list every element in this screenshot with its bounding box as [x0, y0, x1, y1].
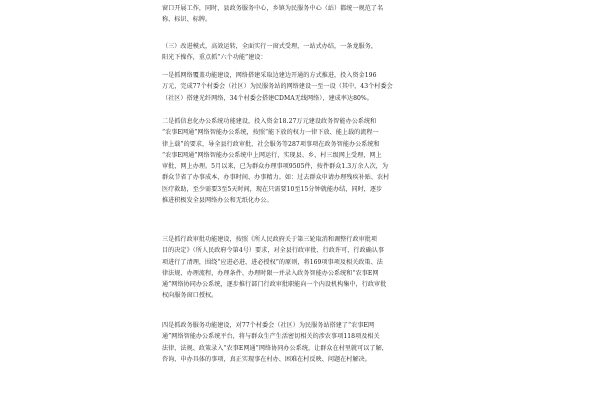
text-line: 群众节省了办事成本，办事时间、办事精力。如：过去群众申请办理残疾补贴、农村 — [162, 174, 390, 182]
text-line: 万元，完成77个村委会（社区）为民服务站的网络建设一至一设（其中，43个村委会 — [162, 83, 393, 91]
text-line: 阳光下操作，重点抓“六个功能”建设： — [162, 54, 267, 62]
text-line: （三）改进模式，高效运转，全面实行一窗式受理，一站式办结，一条龙服务， — [162, 43, 378, 50]
paragraph-administrative-approval — [162, 234, 442, 302]
text-line: 通”网络协同办公系统，逐步推行部门行政审批职能向一个内设机构集中，行政审批 — [162, 281, 387, 289]
text-line: 三是抓行政审批功能建设，按照《所人民政府关于第三轮取消和调整行政审批项 — [162, 236, 378, 243]
text-line: 窗口开展工作，同时，县政务服务中心，乡镇为民服务中心（站）都统一规范了名 — [162, 5, 384, 12]
paragraph-section-three-heading — [162, 41, 442, 64]
text-line: 律法规、办理流程、办理条件、办理时限一并录入政务智能办公系统和“农事E网 — [162, 269, 379, 277]
text-line: （社区）搭建光纤网络，34个村委会搭建CDMA无线网络），建成率达80%。 — [162, 94, 373, 102]
paragraph-government-services — [162, 320, 442, 365]
text-line: “农事E网通”网络智能办公系统中上网运行，实现县、乡、村三级网上受理，网上 — [162, 151, 382, 159]
text-line: 一是抓网络覆盖功能建设，网络搭建采取边建边开通的方式推进，投入资金196 — [162, 72, 377, 79]
paragraph-service-center-naming — [162, 3, 442, 26]
text-line: 法律、法规、政策录入“农事E网通”网络协同办公系统，让群众在村里就可以了解， — [162, 344, 388, 352]
text-line: 审批、网上办理。5月以来，已为群众办理事项9505件，按件群众1.3万余人次，为 — [162, 163, 389, 171]
text-line: 咨询、申办具体的事项，真正实现事在村办、困难在村反映、问题在村解决。 — [162, 355, 371, 363]
text-line: “农事E网通”网络智能办公系统，按照“能下放的权力一律下放、能上载的流程一 — [162, 129, 379, 137]
text-line: 二是抓信息化办公系统功能建设，投入资金18.27万元建设政务智能办公系统和 — [162, 118, 377, 125]
text-line: 权向服务窗口授权。 — [162, 292, 218, 300]
text-line: 通”网络智能办公系统平台，将与群众生产生活密切相关的涉农事项118项及相关 — [162, 333, 380, 341]
paragraph-network-coverage — [162, 70, 442, 104]
text-line: 四是抓政务服务功能建设，对77个村委会（社区）为民服务站搭建了“农事E网 — [162, 322, 375, 329]
text-line: 称、标识、标牌。 — [162, 16, 212, 24]
text-line: 医疗救助，至少需要3至5天时间，现在只需要10至15分钟就能办结，同时，逐步 — [162, 185, 383, 193]
paragraph-office-system — [162, 116, 442, 206]
text-line: 目的决定》（所人民政府令第4号）要求，对全县行政审批、行政许可，行政确认事 — [162, 247, 385, 255]
text-line: 律上载”的要求，导全县行政审批、社会服务等287项事项在政务智能办公系统和 — [162, 140, 380, 148]
text-line: 推进积极发全县网络办公和无纸化办公。 — [162, 197, 273, 205]
text-line: 项进行了清理，围绕“应进必进、进必授权”的原则，将169项事项及相关政策、法 — [162, 258, 383, 266]
